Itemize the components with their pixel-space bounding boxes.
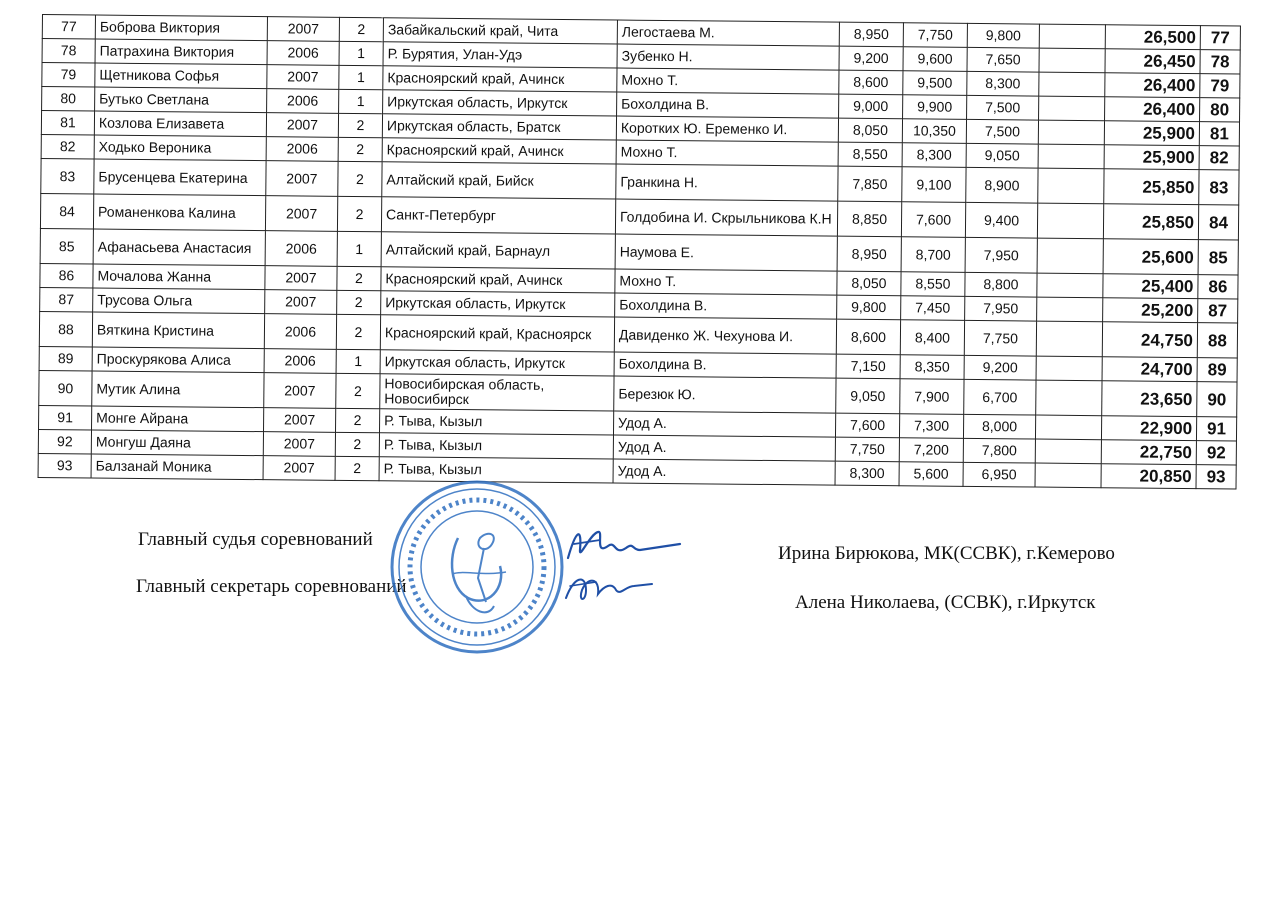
score-2-cell: 7,600 (901, 202, 965, 238)
coach-cell: Бохолдина В. (617, 92, 839, 118)
region-cell: Иркутская область, Братск (382, 114, 616, 140)
athlete-name-cell: Козлова Елизавета (94, 111, 266, 137)
place-cell: 89 (39, 346, 92, 371)
athlete-name-cell: Балзанай Моника (91, 454, 263, 480)
sport-rank-cell: 2 (337, 266, 381, 290)
score-4-cell (1035, 415, 1101, 440)
total-score-cell: 25,200 (1103, 298, 1198, 323)
score-2-cell: 8,550 (901, 272, 965, 297)
score-1-cell: 9,800 (837, 295, 901, 320)
coach-cell: Голдобина И. Скрыльникова К.Н (615, 199, 837, 236)
place-cell: 85 (40, 228, 93, 264)
score-2-cell: 7,300 (899, 414, 963, 439)
score-3-cell: 8,300 (967, 71, 1039, 96)
score-3-cell: 9,050 (966, 143, 1038, 168)
score-3-cell: 8,800 (965, 272, 1037, 297)
athlete-name-cell: Монгуш Даяна (91, 430, 263, 456)
score-2-cell: 5,600 (899, 462, 963, 487)
score-4-cell (1039, 48, 1105, 73)
results-table-body (38, 15, 1240, 489)
score-2-cell: 8,400 (900, 320, 964, 356)
region-cell: Иркутская область, Иркутск (380, 350, 614, 376)
total-score-cell: 24,700 (1102, 357, 1197, 382)
coach-cell: Зубенко Н. (617, 44, 839, 70)
score-3-cell: 6,700 (964, 379, 1036, 415)
place-cell: 83 (41, 158, 94, 194)
athlete-name-cell: Проскурякова Алиса (92, 347, 264, 373)
score-3-cell: 9,400 (965, 202, 1037, 238)
region-cell: Красноярский край, Ачинск (383, 66, 617, 92)
score-2-cell: 8,350 (900, 355, 964, 380)
score-3-cell: 9,800 (967, 23, 1039, 48)
sport-rank-cell: 1 (339, 89, 383, 113)
athlete-name-cell: Мутик Алина (92, 371, 264, 408)
birth-year-cell: 2007 (266, 113, 338, 138)
final-place-cell: 90 (1197, 382, 1237, 417)
score-4-cell (1036, 321, 1102, 357)
athlete-name-cell: Патрахина Виктория (95, 39, 267, 65)
score-1-cell: 8,600 (839, 70, 903, 95)
place-cell: 80 (42, 87, 95, 112)
sport-rank-cell: 1 (336, 349, 380, 373)
total-score-cell: 25,850 (1104, 169, 1199, 205)
sport-rank-cell: 2 (335, 456, 379, 480)
region-cell: Забайкальский край, Чита (383, 18, 617, 44)
score-1-cell: 8,050 (837, 271, 901, 296)
region-cell: Красноярский край, Красноярск (380, 315, 614, 352)
coach-cell: Бохолдина В. (615, 293, 837, 319)
score-4-cell (1039, 24, 1105, 49)
score-2-cell: 9,600 (903, 47, 967, 72)
score-4-cell (1039, 72, 1105, 97)
place-cell: 79 (42, 63, 95, 88)
total-score-cell: 22,900 (1101, 416, 1196, 441)
sport-rank-cell: 1 (337, 231, 381, 266)
final-place-cell: 78 (1200, 50, 1240, 74)
total-score-cell: 26,500 (1105, 25, 1200, 50)
score-2-cell: 8,700 (901, 237, 965, 273)
score-2-cell: 7,750 (903, 23, 967, 48)
sport-rank-cell: 1 (339, 41, 383, 65)
coach-cell: Удод А. (613, 411, 835, 437)
score-3-cell: 7,500 (967, 95, 1039, 120)
birth-year-cell: 2007 (265, 290, 337, 315)
total-score-cell: 26,400 (1105, 97, 1200, 122)
score-4-cell (1037, 273, 1103, 298)
score-1-cell: 8,850 (837, 201, 901, 237)
chief-secretary-signature (560, 568, 660, 608)
score-1-cell: 7,150 (836, 354, 900, 379)
birth-year-cell: 2007 (267, 65, 339, 90)
final-place-cell: 82 (1199, 146, 1239, 170)
place-cell: 82 (41, 134, 94, 159)
score-3-cell: 7,800 (963, 438, 1035, 463)
total-score-cell: 22,750 (1101, 440, 1196, 465)
score-4-cell (1035, 463, 1101, 488)
athlete-name-cell: Щетникова Софья (95, 63, 267, 89)
total-score-cell: 25,850 (1103, 204, 1198, 240)
final-place-cell: 79 (1200, 74, 1240, 98)
score-3-cell: 7,750 (964, 320, 1036, 356)
coach-cell: Мохно Т. (617, 68, 839, 94)
total-score-cell: 23,650 (1102, 381, 1197, 417)
final-place-cell: 85 (1198, 240, 1238, 275)
place-cell: 93 (38, 453, 91, 478)
birth-year-cell: 2006 (267, 41, 339, 66)
region-cell: Алтайский край, Бийск (382, 162, 616, 199)
birth-year-cell: 2006 (267, 89, 339, 114)
score-1-cell: 7,750 (835, 437, 899, 462)
coach-cell: Давиденко Ж. Чехунова И. (614, 317, 836, 354)
score-1-cell: 8,950 (837, 236, 901, 272)
region-cell: Иркутская область, Иркутск (381, 291, 615, 317)
score-1-cell: 8,050 (838, 118, 902, 143)
chief-judge-label: Главный судья соревнований (138, 529, 373, 550)
score-4-cell (1038, 120, 1104, 145)
coach-cell: Бохолдина В. (614, 352, 836, 378)
total-score-cell: 25,900 (1104, 121, 1199, 146)
final-place-cell: 87 (1198, 299, 1238, 323)
final-place-cell: 93 (1196, 465, 1236, 489)
birth-year-cell: 2006 (265, 231, 337, 267)
region-cell: Р. Тыва, Кызыл (379, 433, 613, 459)
score-3-cell: 6,950 (963, 462, 1035, 487)
total-score-cell: 25,400 (1103, 274, 1198, 299)
chief-judge-signature (560, 520, 690, 570)
chief-secretary-name: Алена Николаева, (ССВК), г.Иркутск (795, 592, 1096, 613)
sport-rank-cell: 1 (339, 65, 383, 89)
final-place-cell: 77 (1200, 26, 1240, 50)
results-sheet (38, 14, 1240, 489)
region-cell: Санкт-Петербург (381, 197, 615, 234)
athlete-name-cell: Монге Айрана (92, 406, 264, 432)
final-place-cell: 89 (1197, 358, 1237, 382)
score-4-cell (1037, 203, 1103, 239)
place-cell: 77 (42, 15, 95, 40)
final-place-cell: 81 (1199, 122, 1239, 146)
place-cell: 88 (39, 311, 92, 347)
coach-cell: Мохно Т. (616, 140, 838, 166)
results-table (38, 14, 1241, 489)
sport-rank-cell: 2 (337, 290, 381, 314)
athlete-name-cell: Трусова Ольга (93, 288, 265, 314)
athlete-name-cell: Брусенцева Екатерина (94, 159, 266, 196)
region-cell: Р. Тыва, Кызыл (379, 409, 613, 435)
score-3-cell: 8,900 (966, 167, 1038, 203)
score-1-cell: 7,600 (835, 413, 899, 438)
final-place-cell: 84 (1198, 205, 1238, 240)
sport-rank-cell: 2 (336, 314, 380, 349)
place-cell: 92 (38, 429, 91, 454)
coach-cell: Мохно Т. (615, 269, 837, 295)
birth-year-cell: 2006 (264, 349, 336, 374)
final-place-cell: 88 (1197, 323, 1237, 358)
birth-year-cell: 2006 (264, 314, 336, 350)
place-cell: 78 (42, 39, 95, 64)
score-1-cell: 8,550 (838, 142, 902, 167)
score-4-cell (1038, 168, 1104, 204)
athlete-name-cell: Романенкова Калина (93, 194, 265, 231)
score-4-cell (1036, 380, 1102, 416)
score-3-cell: 7,650 (967, 47, 1039, 72)
total-score-cell: 20,850 (1101, 464, 1196, 489)
score-1-cell: 8,600 (836, 319, 900, 355)
score-3-cell: 7,500 (966, 119, 1038, 144)
birth-year-cell: 2007 (264, 408, 336, 433)
coach-cell: Наумова Е. (615, 234, 837, 271)
score-2-cell: 8,300 (902, 143, 966, 168)
coach-cell: Удод А. (613, 459, 835, 485)
sport-rank-cell: 2 (336, 373, 380, 408)
region-cell: Красноярский край, Ачинск (382, 138, 616, 164)
birth-year-cell: 2007 (266, 161, 338, 197)
athlete-name-cell: Бутько Светлана (95, 87, 267, 113)
final-place-cell: 83 (1199, 170, 1239, 205)
score-1-cell: 7,850 (838, 166, 902, 202)
coach-cell: Легостаева М. (617, 20, 839, 46)
place-cell: 87 (40, 287, 93, 312)
final-place-cell: 92 (1196, 441, 1236, 465)
sport-rank-cell: 2 (337, 196, 381, 231)
athlete-name-cell: Боброва Виктория (95, 15, 267, 41)
score-2-cell: 9,500 (903, 71, 967, 96)
sport-rank-cell: 2 (335, 432, 379, 456)
score-4-cell (1037, 297, 1103, 322)
final-place-cell: 91 (1196, 417, 1236, 441)
score-1-cell: 9,000 (839, 94, 903, 119)
place-cell: 90 (39, 370, 92, 406)
score-4-cell (1035, 439, 1101, 464)
place-cell: 86 (40, 263, 93, 288)
sport-rank-cell: 2 (338, 161, 382, 196)
region-cell: Р. Бурятия, Улан-Удэ (383, 42, 617, 68)
sport-rank-cell: 2 (338, 137, 382, 161)
score-4-cell (1039, 96, 1105, 121)
athlete-name-cell: Афанасьева Анастасия (93, 229, 265, 266)
athlete-name-cell: Мочалова Жанна (93, 264, 265, 290)
score-2-cell: 9,100 (902, 167, 966, 203)
birth-year-cell: 2007 (263, 456, 335, 481)
coach-cell: Удод А. (613, 435, 835, 461)
birth-year-cell: 2007 (264, 373, 336, 409)
score-3-cell: 9,200 (964, 355, 1036, 380)
score-2-cell: 7,200 (899, 438, 963, 463)
score-3-cell: 8,000 (963, 414, 1035, 439)
score-1-cell: 8,300 (835, 461, 899, 486)
score-1-cell: 9,200 (839, 46, 903, 71)
score-1-cell: 9,050 (836, 378, 900, 414)
score-2-cell: 7,900 (900, 379, 964, 415)
region-cell: Р. Тыва, Кызыл (379, 457, 613, 483)
place-cell: 81 (41, 111, 94, 136)
birth-year-cell: 2007 (263, 432, 335, 457)
score-4-cell (1036, 356, 1102, 381)
region-cell: Красноярский край, Ачинск (381, 267, 615, 293)
score-2-cell: 7,450 (901, 296, 965, 321)
score-3-cell: 7,950 (965, 296, 1037, 321)
chief-secretary-label: Главный секретарь соревнований (136, 576, 407, 597)
coach-cell: Коротких Ю. Еременко И. (616, 116, 838, 142)
region-cell: Алтайский край, Барнаул (381, 232, 615, 269)
total-score-cell: 26,450 (1105, 49, 1200, 74)
chief-judge-name: Ирина Бирюкова, МК(ССВК), г.Кемерово (778, 543, 1115, 564)
athlete-name-cell: Ходько Вероника (94, 135, 266, 161)
sport-rank-cell: 2 (338, 113, 382, 137)
birth-year-cell: 2007 (265, 266, 337, 291)
region-cell: Иркутская область, Иркутск (383, 90, 617, 116)
place-cell: 84 (40, 193, 93, 229)
coach-cell: Гранкина Н. (616, 164, 838, 201)
total-score-cell: 26,400 (1105, 73, 1200, 98)
score-2-cell: 10,350 (902, 119, 966, 144)
sport-rank-cell: 2 (339, 17, 383, 41)
athlete-name-cell: Вяткина Кристина (92, 312, 264, 349)
score-1-cell: 8,950 (839, 22, 903, 47)
coach-cell: Березюк Ю. (614, 376, 836, 413)
sport-rank-cell: 2 (335, 408, 379, 432)
score-2-cell: 9,900 (903, 95, 967, 120)
score-3-cell: 7,950 (965, 237, 1037, 273)
final-place-cell: 80 (1200, 98, 1240, 122)
score-4-cell (1038, 144, 1104, 169)
score-4-cell (1037, 238, 1103, 274)
final-place-cell: 86 (1198, 275, 1238, 299)
place-cell: 91 (39, 405, 92, 430)
birth-year-cell: 2007 (267, 17, 339, 42)
birth-year-cell: 2007 (265, 196, 337, 232)
total-score-cell: 25,600 (1103, 239, 1198, 275)
region-cell: Новосибирская область, Новосибирск (380, 374, 614, 411)
total-score-cell: 25,900 (1104, 145, 1199, 170)
round-seal-icon (388, 478, 566, 656)
birth-year-cell: 2006 (266, 137, 338, 162)
total-score-cell: 24,750 (1102, 322, 1197, 358)
